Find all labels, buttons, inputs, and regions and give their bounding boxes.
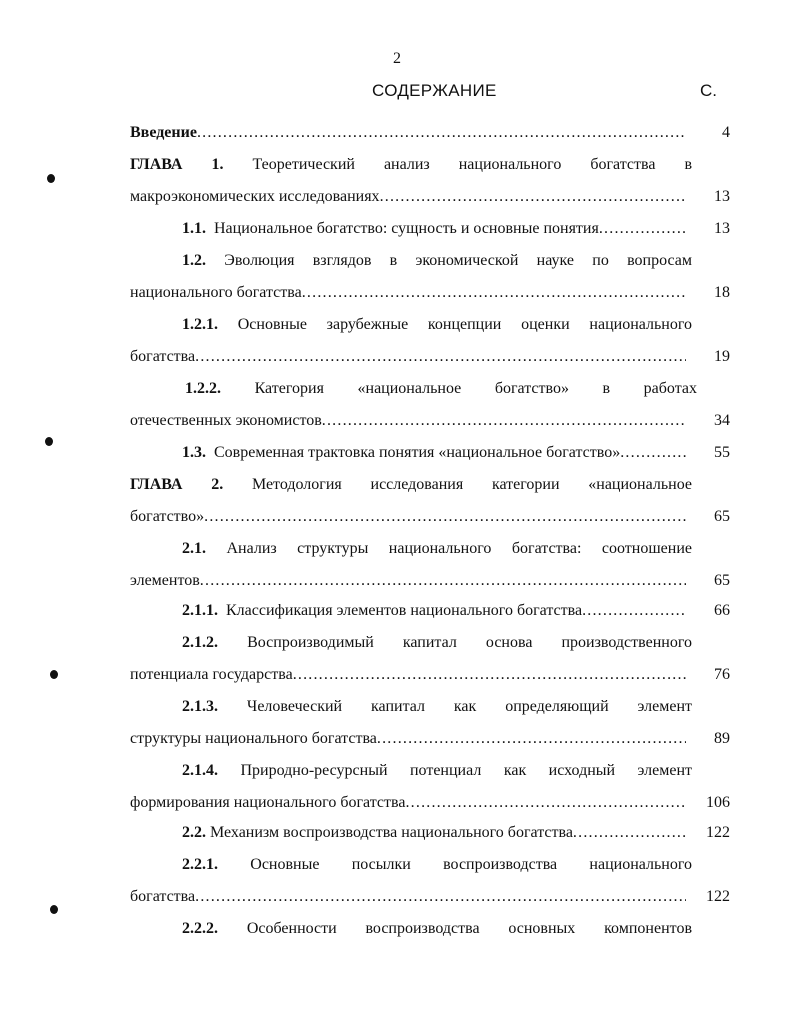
toc-label: 2.2. [182, 824, 206, 841]
toc-text: Современная трактовка понятия «национальное богатство» [214, 444, 621, 461]
toc-page: 18 [714, 284, 730, 301]
toc-label: 1.2.1. [182, 316, 218, 333]
toc-text-cont: потенциала государства [130, 666, 293, 683]
toc-label: 1.2.2. [185, 380, 221, 397]
toc-page: 13 [714, 188, 730, 205]
toc-text: Основные посылки воспроизводства национального [250, 856, 692, 873]
toc-page: 13 [714, 220, 730, 237]
toc-text: Эволюция взглядов в экономической науке по вопросам [224, 252, 692, 269]
toc-text: Человеческий капитал как определяющий элемент [246, 698, 692, 715]
toc-text-cont: элементов [130, 572, 200, 589]
toc-text-cont: макроэкономических исследованиях [130, 188, 380, 205]
toc-text-cont: структуры национального богатства [130, 730, 377, 747]
toc-label: 1.3. [182, 444, 206, 461]
toc-page: 34 [714, 412, 730, 429]
toc-label: 2.1.4. [182, 762, 218, 779]
page-title: СОДЕРЖАНИЕ [372, 81, 497, 100]
toc-page: 106 [706, 794, 730, 811]
toc-text-cont: отечественных экономистов [130, 412, 322, 429]
toc-text: Национальное богатство: сущность и основные понятия [214, 220, 599, 237]
page-number: 2 [393, 50, 401, 67]
toc-label: 1.1. [182, 220, 206, 237]
toc-page: 66 [714, 602, 730, 619]
toc-text: Классификация элементов национального богатства [226, 602, 583, 619]
toc-text: Основные зарубежные концепции оценки национального [237, 316, 692, 333]
toc-text-cont: формирования национального богатства [130, 794, 406, 811]
toc-label: 2.1.2. [182, 634, 218, 651]
toc-text-cont: богатства [130, 888, 196, 905]
binding-hole-mark [50, 905, 58, 914]
toc-page: 89 [714, 730, 730, 747]
page-column-label: С. [700, 81, 717, 100]
toc-label: 2.1.3. [182, 698, 218, 715]
toc-text: Анализ структуры национального богатства: соотношение [226, 540, 692, 557]
toc-page: 55 [714, 444, 730, 461]
toc-label: 2.1. [182, 540, 206, 557]
toc-label: 2.2.1. [182, 856, 218, 873]
toc-text-cont: богатства [130, 348, 196, 365]
toc-page: 122 [706, 824, 730, 841]
toc-page: 19 [714, 348, 730, 365]
toc-text-cont: богатство» [130, 508, 205, 525]
toc-text: Теоретический анализ национального богатства в [252, 156, 692, 173]
binding-hole-mark [50, 670, 58, 679]
binding-hole-mark [45, 437, 53, 446]
toc-label: 1.2. [182, 252, 206, 269]
toc-label: ГЛАВА 2. [130, 476, 224, 493]
toc-page: 65 [714, 572, 730, 589]
toc-label: ГЛАВА 1. [130, 156, 224, 173]
toc-page: 65 [714, 508, 730, 525]
toc-text: Категория «национальное богатство» в работах [254, 380, 697, 397]
toc-text: Особенности воспроизводства основных компонентов [246, 920, 692, 937]
toc-label: Введение [130, 124, 197, 141]
toc-label: 2.1.1. [182, 602, 218, 619]
toc-text-cont: национального богатства [130, 284, 302, 301]
toc-text: Природно-ресурсный потенциал как исходный элемент [240, 762, 692, 779]
toc-text: Механизм воспроизводства национального богатства [210, 824, 573, 841]
toc-page: 4 [722, 124, 730, 141]
binding-hole-mark [47, 174, 55, 183]
toc-text: Воспроизводимый капитал основа производственного [247, 634, 692, 651]
toc-label: 2.2.2. [182, 920, 218, 937]
toc-page: 122 [706, 888, 730, 905]
toc-text: Методология исследования категории «национальное [251, 476, 692, 493]
toc-page: 76 [714, 666, 730, 683]
